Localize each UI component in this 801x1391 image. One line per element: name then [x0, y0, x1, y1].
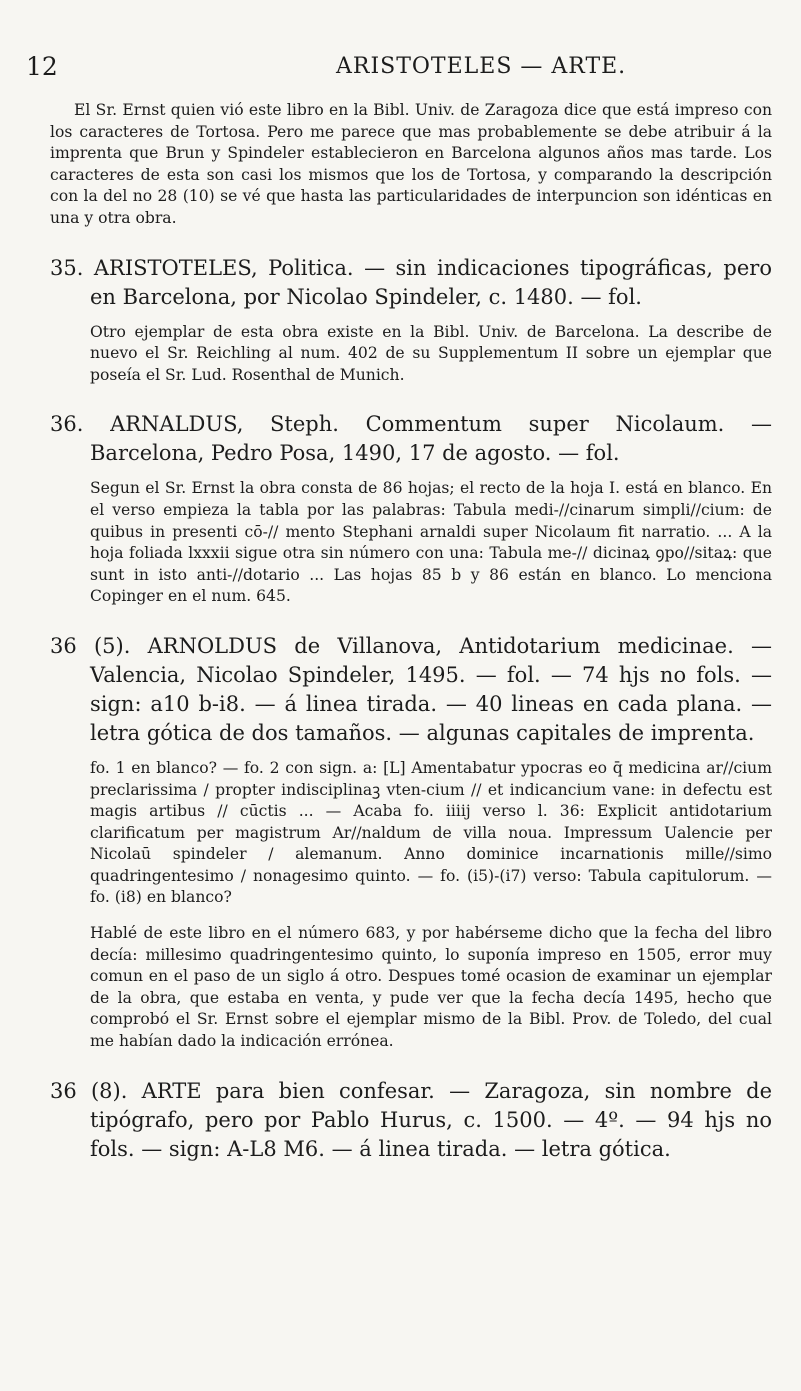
entry-title: ARTE para bien confesar. — Zaragoza, sin nombre de tipógrafo, pero por Pablo Hurus, c. 1500. — 4º. — 94 hjs no fols. — sign: A-L8 M6. — á linea tirada. — letra gótica.	[90, 1078, 772, 1161]
page-header	[26, 52, 786, 82]
entry-number: 35.	[50, 255, 84, 280]
entry-heading-36-5	[50, 632, 772, 748]
entry-paragraph: Segun el Sr. Ernst la obra consta de 86 hojas; el recto de la hoja I. está en blanco. En el verso empieza la tabla por las palabras: Tabula medi-//cinarum simpli//cium: de quibus in presenti cō-// mento Stephani arnaldi super Nicolaum fit narratio. ... A la hoja foliada lxxxii sigue otra sin número con una: Tabula me-// dicinaꝝ ꝯpo//sitaꝝ: que sunt in isto anti-//dotario ... Las hojas 85 b y 86 están en blanco. Lo menciona Copinger en el num. 645.	[90, 479, 772, 606]
entry-title: ARNOLDUS de Villanova, Antidotarium medicinae. — Valencia, Nicolao Spindeler, 1495. — fol. — 74 hjs no fols. — sign: a10 b-i8. — á linea tirada. — 40 lineas en cada plana. — letra gótica de dos tamaños. — algunas capitales de imprenta.	[90, 633, 772, 745]
entry-number: 36 (5).	[50, 633, 131, 658]
entry-heading-36	[50, 410, 772, 468]
entry-number: 36.	[50, 412, 84, 437]
page-body	[50, 100, 772, 1164]
entry-title: ARNALDUS, Steph. Commentum super Nicolaum. — Barcelona, Pedro Posa, 1490, 17 de agosto. — fol.	[90, 412, 772, 466]
entry-title: ARISTOTELES, Politica. — sin indicaciones tipográficas, pero en Barcelona, por Nicolao Spindeler, c. 1480. — fol.	[90, 255, 772, 309]
entry-paragraph: fo. 1 en blanco? — fo. 2 con sign. a: [L] Amentabatur ypocras eo q̄ medicina ar//cium preclarissima / propter indisciplinaꝫ vten-cium // et indicancium vane: in defectu est magis artibus // cūctis ... — Acaba fo. iiiij verso l. 36: Explicit antidotarium clarificatum per magistrum Ar//naldum de villa noua. Impressum Ualencie per Nicolaū spindeler / alemanum. Anno dominice incarnationis mille//simo quadringentesimo / nonagesimo quinto. — fo. (i5)-(i7) verso: Tabula capitulorum. — fo. (i8) en blanco?	[90, 758, 772, 907]
entry-number: 36 (8).	[50, 1078, 128, 1103]
page-number: 12	[26, 52, 58, 81]
intro-paragraph: El Sr. Ernst quien vió este libro en la Bibl. Univ. de Zaragoza dice que está impreso con los caracteres de Tortosa. Pero me parece que mas probablemente se debe atribuir á la imprenta que Brun y Spindeler establecieron en Barcelona algunos años mas tarde. Los caracteres de esta son casi los mismos que los de Tortosa, y comparando la descripción con la del no 28 (10) se vé que hasta las particularidades de interpuncion son idénticas en una y otra obra.	[50, 101, 772, 227]
entry-paragraph: Hablé de este libro en el número 683, y por habérseme dicho que la fecha del libro decía: millesimo quadringentesimo quinto, lo suponía impreso en 1505, error muy comun en el paso de un siglo á otro. Despues tomé ocasion de examinar un ejemplar de la obra, que estaba en venta, y pude ver que la fecha decía 1495, hecho que comprobó el Sr. Ernst sobre el ejemplar mismo de la Bibl. Prov. de Toledo, del cual me habían dado la indicación errónea.	[90, 924, 772, 1051]
running-head: ARISTOTELES — ARTE.	[336, 54, 627, 79]
entry-heading-36-8	[50, 1077, 772, 1164]
entry-paragraph: Otro ejemplar de esta obra existe en la Bibl. Univ. de Barcelona. La describe de nuevo el Sr. Reichling al num. 402 de su Supplementum II sobre un ejemplar que poseía el Sr. Lud. Rosenthal de Munich.	[90, 322, 772, 384]
entry-heading-35	[50, 254, 772, 312]
